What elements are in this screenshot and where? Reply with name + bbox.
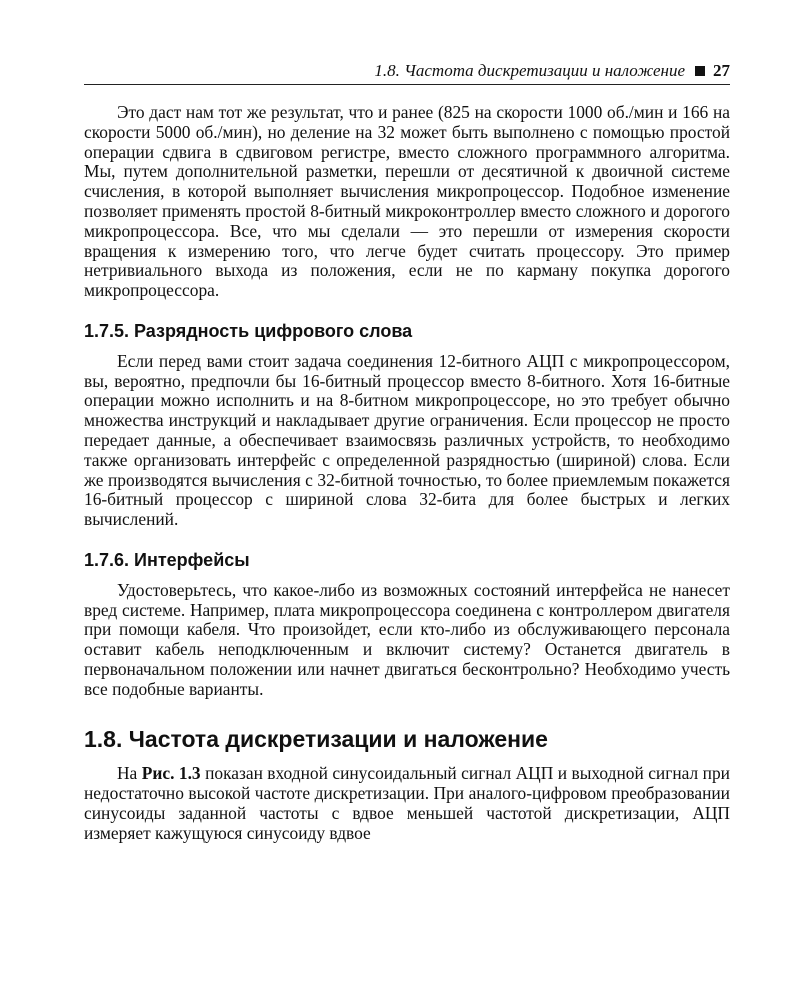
page-number: 27 — [713, 61, 730, 80]
running-header-title: 1.8. Частота дискретизации и наложение — [374, 61, 685, 80]
interfaces-paragraph: Удостоверьтесь, что какое-либо из возможных состояний интерфейса не нанесет вред системе. Например, плата микропроцессора соединена с контроллером двигателя при помощи кабеля. Что произойдет, если кто-либо из обслуживающего персонала оставит кабель неподключенным и включит систему? Останется двигатель в первоначальном положении или начнет двигаться бесконтрольно? Необходимо учесть все подобные варианты. — [84, 579, 730, 699]
running-header — [84, 58, 730, 85]
word-width-paragraph: Если перед вами стоит задача соединения 12-битного АЦП с микропроцессором, вы, вероятно, предпочли бы 16-битный процессор вместо 8-битного. Хотя 16-битные операции можно исполнить и на 8-битном микропроцессоре, но это требует обычно множества инструкций и накладывает другие ограничения. Если процессор не просто передает данные, а обеспечивает взаимосвязь различных устройств, то необходимо также организовать интерфейс с определенной разрядностью (шириной) слова. Если же производятся вычисления с 32-битной точностью, то более приемлемым покажется 16-битный процессор с шириной слова 32-бита для более быстрых и легких вычислений. — [84, 350, 730, 530]
section-heading-word-width: 1.7.5. Разрядность цифрового слова — [84, 320, 413, 341]
page-body — [84, 103, 730, 844]
sampling-text-rest: показан входной синусоидальный сигнал АЦП и выходной сигнал при недостаточно высокой частоте дискретизации. При аналого-цифровом преобразовании синусоиды заданной частоты с вдвое меньшей частотой дискретизации, АЦП измеряет кажущуюся синусоиду вдвое — [84, 763, 730, 843]
figure-reference: Рис. 1.3 — [141, 763, 201, 784]
intro-paragraph: Это даст нам тот же результат, что и ранее (825 на скорости 1000 об./мин и 166 на скорости 5000 об./мин), но деление на 32 может быть выполнено с помощью простой операции сдвига в сдвиговом регистре, вместо сложного программного алгоритма. Мы, путем дополнительной разметки, перешли от десятичной к двоичной системе счисления, в которой выполняет вычисления микропроцессор. Подобное изменение позволяет применять простой 8-битный микроконтроллер вместо сложного и дорогого микропроцессора. Все, что мы сделали — это перешли от измерения скорости вращения к измерению того, что легче будет считать процессору. Это пример нетривиального выхода из положения, если не по карману покупка дорогого микропроцессора. — [84, 102, 730, 301]
sampling-paragraph — [84, 764, 730, 843]
section-heading-interfaces: 1.7.6. Интерфейсы — [84, 549, 250, 570]
square-bullet-icon — [695, 66, 705, 76]
section-heading-sampling-aliasing: 1.8. Частота дискретизации и наложение — [84, 725, 548, 752]
sampling-text-start: На — [117, 763, 142, 784]
